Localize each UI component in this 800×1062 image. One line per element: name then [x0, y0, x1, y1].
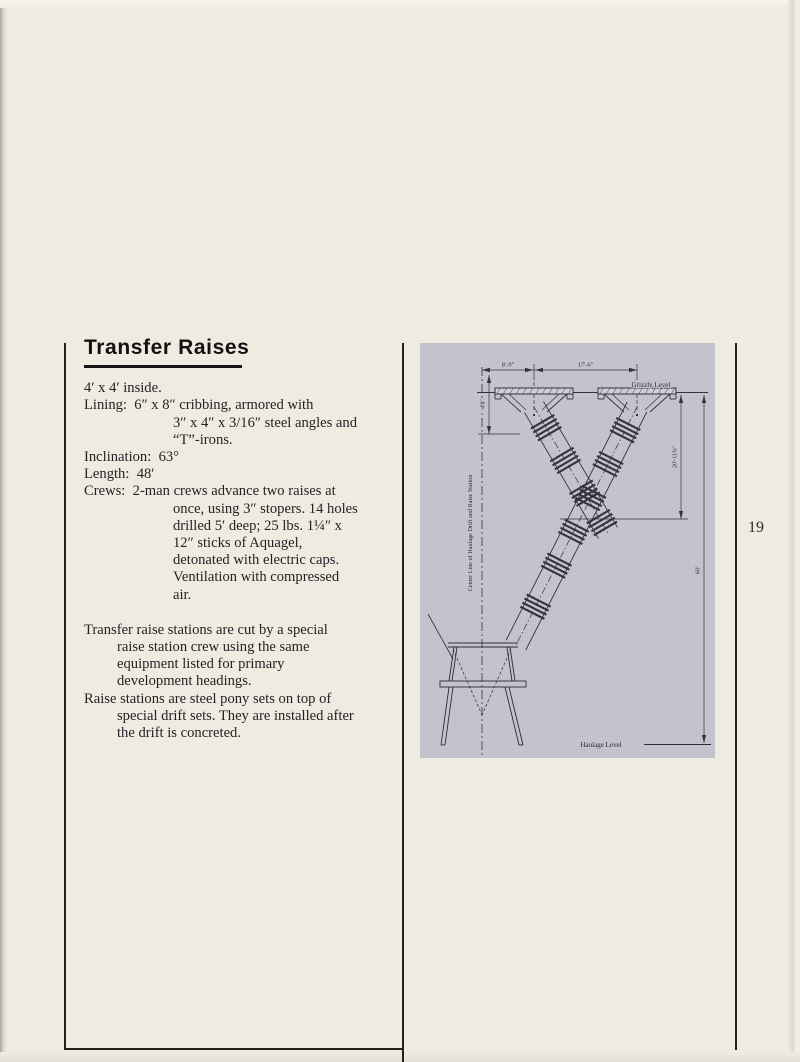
body-line: detonated with electric caps. [173, 552, 340, 569]
body-line: Crews: 2-man crews advance two raises at [84, 483, 336, 500]
section-title: Transfer Raises [84, 336, 250, 359]
center-line-label: Center Line of Haulage Drift and Raise Station [467, 474, 474, 592]
body-line: drilled 5′ deep; 25 lbs. 1¼″ x [173, 517, 342, 534]
body-line: Lining: 6″ x 8″ cribbing, armored with [84, 397, 314, 414]
figure-background [420, 343, 715, 758]
body-line: Raise stations are steel pony sets on top of [84, 690, 332, 707]
transfer-raise-figure [420, 343, 715, 758]
body-line: once, using 3″ stopers. 14 holes [173, 500, 358, 517]
paragraph-block [84, 622, 414, 742]
body-line: 12″ sticks of Aquagel, [173, 534, 303, 551]
haulage-level-label: Haulage Level [580, 740, 622, 749]
body-line: “T”-irons. [173, 431, 233, 448]
dim-20-11-label: 20′-11⅝″ [672, 445, 679, 469]
body-line: Ventilation with compressed [173, 569, 340, 586]
spec-list [84, 380, 414, 604]
body-line: 3″ x 4″ x 3/16″ steel angles and [173, 414, 358, 431]
body-line: 4′ x 4′ inside. [84, 380, 162, 397]
body-line: Inclination: 63° [84, 448, 180, 465]
page-number: 19 [748, 519, 764, 536]
body-line: equipment listed for primary [117, 656, 285, 673]
title-underline [84, 365, 242, 368]
body-line: raise station crew using the same [117, 638, 310, 655]
dim-60-label: 60′ [694, 566, 702, 574]
bottom-rule [64, 1048, 404, 1050]
body-line: Transfer raise stations are cut by a special [84, 621, 328, 638]
body-line: air. [173, 586, 192, 603]
left-margin-rule [64, 343, 66, 1050]
dim-top-right-label: 17′-6″ [577, 361, 594, 369]
grizzly-level-label: Grizzly Level [631, 381, 671, 389]
scan-edge-right [788, 0, 800, 1062]
dim-top-left-label: 8′-9″ [501, 361, 515, 369]
body-line: the drift is concreted. [117, 724, 241, 741]
text-column [84, 336, 414, 742]
scan-edge-left [0, 0, 7, 1062]
body-line: special drift sets. They are installed after [117, 707, 354, 724]
hopper-height-label: 4′8″ [480, 399, 487, 409]
body-line: development headings. [117, 673, 252, 690]
right-margin-rule [735, 343, 737, 1050]
scan-edge-top [0, 0, 800, 8]
body-line: Length: 48′ [84, 466, 155, 483]
scan-edge-bottom [0, 1052, 800, 1062]
